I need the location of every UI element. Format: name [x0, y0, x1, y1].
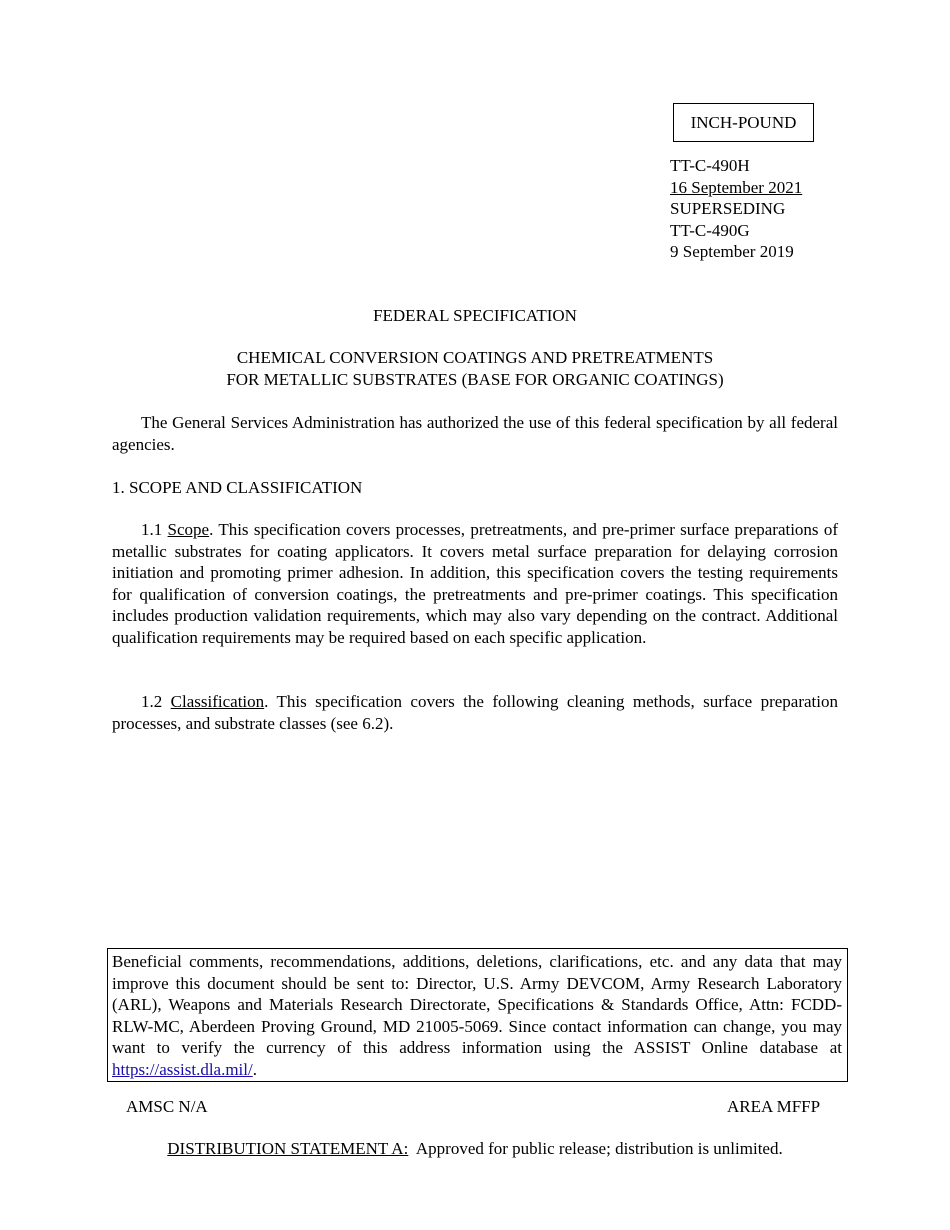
distribution-statement	[0, 1138, 950, 1160]
classification-paragraph	[112, 691, 838, 734]
superseded-number: TT-C-490G	[670, 220, 750, 240]
amsc-label: AMSC N/A	[126, 1097, 208, 1116]
area-label: AREA MFFP	[727, 1097, 821, 1116]
inch-pound-label: INCH-POUND	[690, 113, 797, 132]
specification-type: FEDERAL SPECIFICATION	[373, 306, 577, 325]
document-identification	[670, 155, 910, 263]
scope-label: Scope	[167, 520, 210, 539]
superseding-label: SUPERSEDING	[670, 199, 786, 218]
classification-text: . This specification covers the following cleaning methods, surface preparation processes, and substrate classes (see 6.2).	[112, 692, 839, 733]
comments-box	[107, 948, 848, 1082]
title-line-1: CHEMICAL CONVERSION COATINGS AND PRETREATMENTS	[236, 348, 714, 367]
intro-paragraph: The General Services Administration has authorized the use of this federal specification by all federal agencies.	[112, 413, 838, 454]
specification-title	[0, 347, 950, 390]
title-line-2: FOR METALLIC SUBSTRATES (BASE FOR ORGANIC COATINGS)	[226, 369, 724, 389]
scope-paragraph	[112, 519, 838, 648]
document-date: 16 September 2021	[670, 177, 803, 197]
classification-label: Classification	[170, 692, 265, 711]
scope-number: 1.1	[141, 520, 163, 539]
comments-end: .	[252, 1059, 257, 1079]
superseded-date: 9 September 2019	[670, 242, 794, 261]
assist-link[interactable]: https://assist.dla.mil/	[112, 1059, 253, 1079]
distribution-text: Approved for public release; distribution is unlimited.	[408, 1139, 783, 1158]
section-1-heading: 1. SCOPE AND CLASSIFICATION	[112, 478, 363, 497]
comments-text: Beneficial comments, recommendations, additions, deletions, clarifications, etc. and any data that may improve this document should be sent to: Director, U.S. Army DEVCOM, Army Research Laboratory (ARL), Weapons and Materials Research Directorate, Specifications & Standards Office, Attn: FCDD-RLW-MC, Aberdeen Proving Ground, MD 21005-5069. Since contact information can change, you may want to verify the currency of this address information using the ASSIST Online database at	[112, 952, 842, 1057]
distribution-label: DISTRIBUTION STATEMENT A:	[167, 1139, 409, 1158]
document-number: TT-C-490H	[670, 156, 750, 175]
scope-text: . This specification covers processes, pretreatments, and pre-primer surface preparations of metallic substrates for coating applicators. It covers metal surface preparation for delaying corrosion initiation and promoting primer adhesion. In addition, this specification covers the testing requirements for qualification of conversion coatings, the pretreatments and pre-primer coatings. This specification includes production validation requirements, which may also vary depending on the contract. Additional qualification requirements may be required based on each specific application.	[112, 520, 839, 647]
inch-pound-box	[673, 103, 814, 142]
classification-number: 1.2	[141, 692, 163, 711]
